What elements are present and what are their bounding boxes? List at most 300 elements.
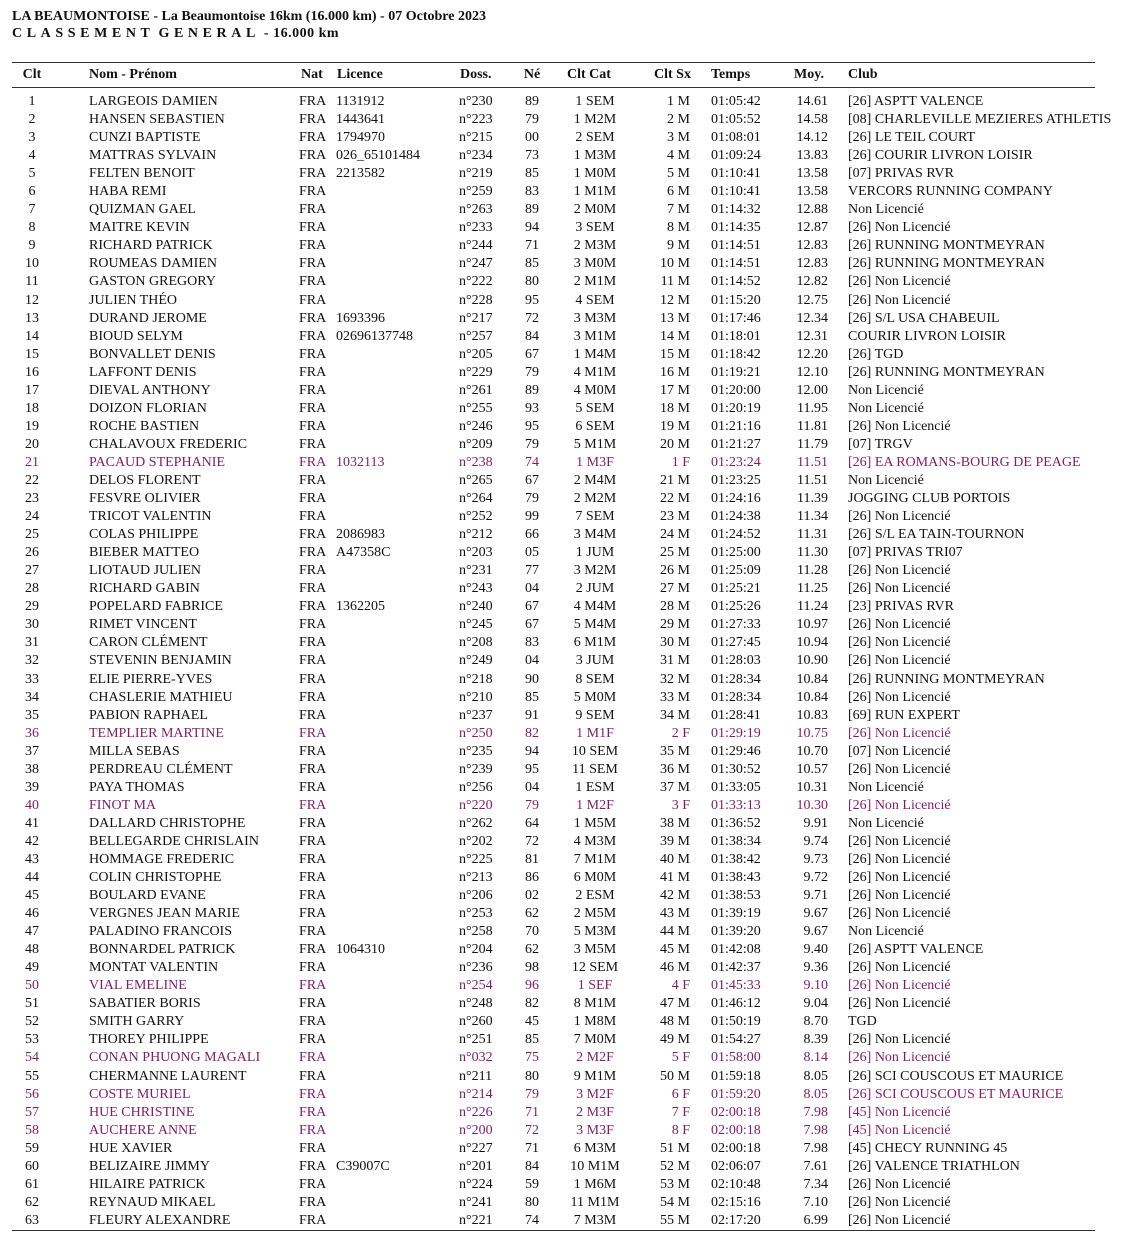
rank-cell: 5: [28, 166, 36, 182]
sex-rank-cell: 1 M: [667, 94, 690, 109]
sex-rank-cell: 25 M: [660, 545, 690, 561]
nat-cell: FRA: [299, 436, 327, 452]
table-row: [0, 887, 1128, 905]
table-row: [0, 1158, 1128, 1176]
speed-cell: 10.57: [796, 761, 828, 777]
club-cell: [26] Non Licencié: [848, 996, 951, 1012]
club-cell: [26] Non Licencié: [848, 635, 951, 651]
nat-cell: FRA: [299, 346, 327, 362]
name-cell: BELLEGARDE CHRISLAIN: [89, 833, 259, 849]
club-cell: [26] VALENCE TRIATHLON: [848, 1158, 1020, 1174]
category-rank-cell: 1 M2F: [576, 797, 614, 813]
speed-cell: 7.61: [803, 1158, 828, 1174]
name-cell: HUE XAVIER: [89, 1140, 173, 1156]
nat-cell: FRA: [299, 924, 327, 940]
name-cell: MONTAT VALENTIN: [89, 960, 219, 976]
nat-cell: FRA: [299, 599, 327, 615]
birth-year-cell: 04: [525, 779, 539, 795]
sex-rank-cell: 23 M: [660, 509, 690, 525]
sex-rank-cell: 37 M: [660, 779, 690, 795]
table-row: [0, 995, 1128, 1013]
sex-rank-cell: 38 M: [660, 815, 690, 831]
rank-cell: 7: [28, 202, 36, 218]
bib-cell: n°202: [459, 833, 493, 849]
birth-year-cell: 95: [525, 292, 539, 308]
time-cell: 01:05:42: [711, 94, 761, 109]
table-row: [0, 472, 1128, 490]
category-rank-cell: 4 M3M: [573, 833, 617, 849]
club-cell: [26] Non Licencié: [848, 1176, 951, 1192]
sex-rank-cell: 1 F: [671, 454, 690, 470]
nat-cell: FRA: [299, 851, 327, 867]
speed-cell: 11.28: [797, 563, 828, 579]
time-cell: 01:28:03: [711, 653, 761, 669]
bib-cell: n°231: [459, 563, 493, 579]
sex-rank-cell: 5 M: [667, 166, 690, 182]
time-cell: 01:27:45: [711, 635, 761, 651]
category-rank-cell: 12 SEM: [571, 960, 619, 976]
name-cell: SMITH GARRY: [89, 1014, 185, 1030]
speed-cell: 10.75: [796, 725, 828, 741]
birth-year-cell: 80: [525, 1068, 539, 1084]
birth-year-cell: 74: [525, 454, 539, 470]
nat-cell: FRA: [299, 978, 327, 994]
name-cell: BOULARD EVANE: [89, 888, 206, 904]
rank-cell: 42: [25, 833, 39, 849]
table-row: [0, 616, 1128, 634]
name-cell: ELIE PIERRE-YVES: [89, 671, 213, 687]
speed-cell: 11.81: [797, 418, 828, 434]
speed-cell: 7.10: [803, 1194, 828, 1210]
category-rank-cell: 1 M3M: [573, 148, 617, 164]
name-cell: DURAND JEROME: [89, 310, 207, 326]
col-header-club: Club: [848, 67, 878, 82]
speed-cell: 14.61: [796, 94, 828, 109]
category-rank-cell: 5 M3M: [573, 924, 617, 940]
nat-cell: FRA: [299, 1140, 327, 1156]
speed-cell: 12.10: [796, 364, 828, 380]
time-cell: 01:21:27: [711, 436, 761, 452]
birth-year-cell: 93: [525, 400, 539, 416]
club-cell: [26] Non Licencié: [848, 833, 951, 849]
club-cell: [26] ASPTT VALENCE: [848, 94, 984, 109]
bib-cell: n°255: [459, 400, 493, 416]
results-table-body: [0, 93, 1128, 1230]
speed-cell: 7.98: [803, 1122, 828, 1138]
club-cell: [26] RUNNING MONTMEYRAN: [848, 256, 1045, 272]
name-cell: DIEVAL ANTHONY: [89, 382, 211, 398]
category-rank-cell: 1 JUM: [575, 545, 615, 561]
rank-cell: 27: [25, 563, 39, 579]
bib-cell: n°219: [459, 166, 493, 182]
name-cell: CARON CLÉMENT: [89, 635, 208, 651]
nat-cell: FRA: [299, 1050, 327, 1066]
bib-cell: n°257: [459, 328, 493, 344]
category-rank-cell: 1 SEM: [575, 94, 615, 109]
speed-cell: 11.51: [797, 454, 828, 470]
bib-cell: n°214: [459, 1086, 493, 1102]
nat-cell: FRA: [299, 743, 327, 759]
name-cell: DOIZON FLORIAN: [89, 400, 207, 416]
bib-cell: n°238: [459, 454, 493, 470]
birth-year-cell: 45: [525, 1014, 539, 1030]
category-rank-cell: 2 M2M: [573, 491, 617, 507]
name-cell: LIOTAUD JULIEN: [89, 563, 202, 579]
sex-rank-cell: 53 M: [660, 1176, 690, 1192]
speed-cell: 11.34: [797, 509, 828, 525]
sex-rank-cell: 24 M: [660, 527, 690, 543]
bib-cell: n°218: [459, 671, 493, 687]
speed-cell: 10.30: [796, 797, 828, 813]
bib-cell: n°246: [459, 418, 493, 434]
rank-cell: 48: [25, 942, 39, 958]
bib-cell: n°201: [459, 1158, 493, 1174]
speed-cell: 9.71: [803, 888, 828, 904]
sex-rank-cell: 3 M: [667, 130, 690, 146]
birth-year-cell: 00: [525, 130, 539, 146]
name-cell: GASTON GREGORY: [89, 274, 216, 290]
bib-cell: n°248: [459, 996, 493, 1012]
nat-cell: FRA: [299, 581, 327, 597]
nat-cell: FRA: [299, 870, 327, 886]
speed-cell: 10.31: [796, 779, 828, 795]
club-cell: [26] RUNNING MONTMEYRAN: [848, 364, 1045, 380]
name-cell: PAYA THOMAS: [89, 779, 185, 795]
club-cell: [07] PRIVAS TRI07: [848, 545, 963, 561]
rank-cell: 21: [25, 454, 39, 470]
category-rank-cell: 2 ESM: [575, 888, 615, 904]
bib-cell: n°249: [459, 653, 493, 669]
club-cell: Non Licencié: [848, 472, 924, 488]
nat-cell: FRA: [299, 310, 327, 326]
rank-cell: 33: [25, 671, 39, 687]
club-cell: [26] Non Licencié: [848, 870, 951, 886]
category-rank-cell: 2 SEM: [575, 130, 615, 146]
birth-year-cell: 85: [525, 1032, 539, 1048]
speed-cell: 11.95: [797, 400, 828, 416]
name-cell: FESVRE OLIVIER: [89, 491, 201, 507]
sex-rank-cell: 17 M: [660, 382, 690, 398]
sex-rank-cell: 32 M: [660, 671, 690, 687]
time-cell: 01:19:21: [711, 364, 761, 380]
speed-cell: 10.94: [796, 635, 828, 651]
speed-cell: 12.88: [796, 202, 828, 218]
licence-cell: 1032113: [336, 454, 385, 470]
table-row: [0, 201, 1128, 219]
sex-rank-cell: 6 M: [667, 184, 690, 200]
table-row: [0, 219, 1128, 237]
category-rank-cell: 3 M5M: [573, 942, 617, 958]
bib-cell: n°258: [459, 924, 493, 940]
birth-year-cell: 74: [525, 1212, 539, 1228]
table-row: [0, 490, 1128, 508]
time-cell: 01:20:19: [711, 400, 761, 416]
table-row: [0, 454, 1128, 472]
category-rank-cell: 4 M0M: [573, 382, 617, 398]
sex-rank-cell: 4 F: [671, 978, 690, 994]
speed-cell: 10.84: [796, 671, 828, 687]
club-cell: JOGGING CLUB PORTOIS: [848, 491, 1011, 507]
time-cell: 01:42:08: [711, 942, 761, 958]
name-cell: FLEURY ALEXANDRE: [89, 1212, 231, 1228]
rank-cell: 18: [25, 400, 39, 416]
time-cell: 01:42:37: [711, 960, 761, 976]
name-cell: DELOS FLORENT: [89, 472, 201, 488]
bib-cell: n°206: [459, 888, 493, 904]
club-cell: [26] Non Licencié: [848, 797, 951, 813]
table-row: [0, 1031, 1128, 1049]
birth-year-cell: 72: [525, 310, 539, 326]
col-header-clt-cat: Clt Cat: [567, 67, 611, 82]
table-row: [0, 1194, 1128, 1212]
table-row: [0, 959, 1128, 977]
time-cell: 01:39:19: [711, 906, 761, 922]
speed-cell: 12.87: [796, 220, 828, 236]
table-row: [0, 652, 1128, 670]
club-cell: [45] CHECY RUNNING 45: [848, 1140, 1008, 1156]
sex-rank-cell: 39 M: [660, 833, 690, 849]
sex-rank-cell: 20 M: [660, 436, 690, 452]
speed-cell: 11.30: [797, 545, 828, 561]
time-cell: 01:38:53: [711, 888, 761, 904]
category-rank-cell: 6 M3M: [573, 1140, 617, 1156]
table-row: [0, 707, 1128, 725]
time-cell: 01:33:13: [711, 797, 761, 813]
bib-cell: n°236: [459, 960, 493, 976]
speed-cell: 13.58: [796, 184, 828, 200]
category-rank-cell: 4 SEM: [575, 292, 615, 308]
sex-rank-cell: 28 M: [660, 599, 690, 615]
birth-year-cell: 79: [525, 491, 539, 507]
table-row: [0, 977, 1128, 995]
category-rank-cell: 11 M1M: [570, 1194, 620, 1210]
sex-rank-cell: 55 M: [660, 1212, 690, 1228]
birth-year-cell: 98: [525, 960, 539, 976]
category-rank-cell: 4 M1M: [573, 364, 617, 380]
name-cell: CONAN PHUONG MAGALI: [89, 1050, 261, 1066]
category-rank-cell: 6 M1M: [573, 635, 617, 651]
name-cell: HILAIRE PATRICK: [89, 1176, 206, 1192]
licence-cell: 02696137748: [336, 328, 413, 344]
birth-year-cell: 02: [525, 888, 539, 904]
speed-cell: 9.74: [803, 833, 828, 849]
speed-cell: 9.91: [803, 815, 828, 831]
licence-cell: 1064310: [336, 942, 385, 958]
col-header-moy: Moy.: [794, 67, 824, 82]
rank-cell: 26: [25, 545, 39, 561]
table-row: [0, 815, 1128, 833]
bib-cell: n°256: [459, 779, 493, 795]
nat-cell: FRA: [299, 509, 327, 525]
licence-cell: 2086983: [336, 527, 385, 543]
nat-cell: FRA: [299, 328, 327, 344]
nat-cell: FRA: [299, 617, 327, 633]
sex-rank-cell: 15 M: [660, 346, 690, 362]
club-cell: [26] SCI COUSCOUS ET MAURICE: [848, 1068, 1064, 1084]
bib-cell: n°251: [459, 1032, 493, 1048]
table-row: [0, 1140, 1128, 1158]
club-cell: [26] Non Licencié: [848, 292, 951, 308]
category-rank-cell: 6 SEM: [575, 418, 615, 434]
club-cell: [26] Non Licencié: [848, 851, 951, 867]
nat-cell: FRA: [299, 888, 327, 904]
speed-cell: 12.83: [796, 238, 828, 254]
name-cell: HUE CHRISTINE: [89, 1104, 195, 1120]
col-header-temps: Temps: [711, 67, 751, 82]
name-cell: REYNAUD MIKAEL: [89, 1194, 216, 1210]
table-row: [0, 1176, 1128, 1194]
nat-cell: FRA: [299, 166, 327, 182]
rank-cell: 62: [25, 1194, 39, 1210]
nat-cell: FRA: [299, 653, 327, 669]
name-cell: BIOUD SELYM: [89, 328, 183, 344]
nat-cell: FRA: [299, 707, 327, 723]
sex-rank-cell: 7 F: [671, 1104, 690, 1120]
club-cell: [26] S/L EA TAIN-TOURNON: [848, 527, 1025, 543]
bib-cell: n°244: [459, 238, 493, 254]
table-row: [0, 436, 1128, 454]
rank-cell: 56: [25, 1086, 39, 1102]
sex-rank-cell: 46 M: [660, 960, 690, 976]
rank-cell: 40: [25, 797, 39, 813]
rank-cell: 37: [25, 743, 39, 759]
birth-year-cell: 85: [525, 166, 539, 182]
bib-cell: n°265: [459, 472, 493, 488]
nat-cell: FRA: [299, 491, 327, 507]
speed-cell: 12.82: [796, 274, 828, 290]
category-rank-cell: 1 M4M: [573, 346, 617, 362]
bib-cell: n°211: [459, 1068, 493, 1084]
bib-cell: n°227: [459, 1140, 493, 1156]
sex-rank-cell: 10 M: [660, 256, 690, 272]
category-rank-cell: 1 M0M: [573, 166, 617, 182]
time-cell: 01:25:00: [711, 545, 761, 561]
time-cell: 02:00:18: [711, 1104, 761, 1120]
bib-cell: n°247: [459, 256, 493, 272]
sex-rank-cell: 13 M: [660, 310, 690, 326]
birth-year-cell: 82: [525, 725, 539, 741]
sex-rank-cell: 5 F: [671, 1050, 690, 1066]
time-cell: 01:23:24: [711, 454, 761, 470]
nat-cell: FRA: [299, 400, 327, 416]
category-rank-cell: 10 SEM: [571, 743, 619, 759]
time-cell: 01:50:19: [711, 1014, 761, 1030]
name-cell: STEVENIN BENJAMIN: [89, 653, 232, 669]
birth-year-cell: 94: [525, 220, 539, 236]
category-rank-cell: 5 M1M: [573, 436, 617, 452]
club-cell: [26] Non Licencié: [848, 906, 951, 922]
bib-cell: n°241: [459, 1194, 493, 1210]
col-header-licence: Licence: [337, 67, 383, 82]
sex-rank-cell: 50 M: [660, 1068, 690, 1084]
table-bottom-rule: [12, 1230, 1095, 1231]
table-row: [0, 797, 1128, 815]
time-cell: 01:59:20: [711, 1086, 761, 1102]
club-cell: VERCORS RUNNING COMPANY: [848, 184, 1053, 200]
bib-cell: n°252: [459, 509, 493, 525]
category-rank-cell: 8 M1M: [573, 996, 617, 1012]
club-cell: [26] Non Licencié: [848, 725, 951, 741]
birth-year-cell: 91: [525, 707, 539, 723]
club-cell: [26] ASPTT VALENCE: [848, 942, 984, 958]
nat-cell: FRA: [299, 527, 327, 543]
bib-cell: n°261: [459, 382, 493, 398]
birth-year-cell: 83: [525, 635, 539, 651]
table-row: [0, 869, 1128, 887]
club-cell: [23] PRIVAS RVR: [848, 599, 954, 615]
time-cell: 01:24:52: [711, 527, 761, 543]
club-cell: [26] Non Licencié: [848, 1050, 951, 1066]
time-cell: 01:23:25: [711, 472, 761, 488]
speed-cell: 9.10: [803, 978, 828, 994]
time-cell: 01:20:00: [711, 382, 761, 398]
speed-cell: 11.25: [797, 581, 828, 597]
licence-cell: 2213582: [336, 166, 385, 182]
birth-year-cell: 71: [525, 1104, 539, 1120]
speed-cell: 11.31: [797, 527, 828, 543]
speed-cell: 8.70: [803, 1014, 828, 1030]
birth-year-cell: 80: [525, 1194, 539, 1210]
time-cell: 01:09:24: [711, 148, 761, 164]
nat-cell: FRA: [299, 833, 327, 849]
category-rank-cell: 5 SEM: [575, 400, 615, 416]
sex-rank-cell: 35 M: [660, 743, 690, 759]
sex-rank-cell: 36 M: [660, 761, 690, 777]
time-cell: 01:25:21: [711, 581, 761, 597]
rank-cell: 46: [25, 906, 39, 922]
rank-cell: 11: [25, 274, 39, 290]
table-row: [0, 1086, 1128, 1104]
time-cell: 01:17:46: [711, 310, 761, 326]
table-row: [0, 273, 1128, 291]
nat-cell: FRA: [299, 256, 327, 272]
rank-cell: 36: [25, 725, 39, 741]
sex-rank-cell: 29 M: [660, 617, 690, 633]
sex-rank-cell: 12 M: [660, 292, 690, 308]
speed-cell: 12.83: [796, 256, 828, 272]
birth-year-cell: 99: [525, 509, 539, 525]
table-row: [0, 93, 1128, 111]
bib-cell: n°230: [459, 94, 493, 109]
nat-cell: FRA: [299, 148, 327, 164]
time-cell: 01:25:09: [711, 563, 761, 579]
table-row: [0, 382, 1128, 400]
sex-rank-cell: 8 F: [671, 1122, 690, 1138]
rank-cell: 10: [25, 256, 39, 272]
name-cell: QUIZMAN GAEL: [89, 202, 196, 218]
name-cell: ROUMEAS DAMIEN: [89, 256, 217, 272]
col-header-nat: Nat: [301, 67, 323, 82]
time-cell: 01:28:34: [711, 689, 761, 705]
category-rank-cell: 9 SEM: [575, 707, 615, 723]
time-cell: 01:18:42: [711, 346, 761, 362]
club-cell: COURIR LIVRON LOISIR: [848, 328, 1006, 344]
time-cell: 01:24:16: [711, 491, 761, 507]
name-cell: PABION RAPHAEL: [89, 707, 208, 723]
club-cell: [07] Non Licencié: [848, 743, 951, 759]
time-cell: 01:38:42: [711, 851, 761, 867]
nat-cell: FRA: [299, 112, 327, 128]
club-cell: [26] COURIR LIVRON LOISIR: [848, 148, 1033, 164]
category-rank-cell: 1 M1M: [573, 184, 617, 200]
category-rank-cell: 1 M1F: [576, 725, 614, 741]
club-cell: [26] Non Licencié: [848, 1212, 951, 1228]
time-cell: 01:15:20: [711, 292, 761, 308]
sex-rank-cell: 40 M: [660, 851, 690, 867]
page-subtitle: [12, 26, 339, 42]
nat-cell: FRA: [299, 960, 327, 976]
name-cell: COLAS PHILIPPE: [89, 527, 199, 543]
